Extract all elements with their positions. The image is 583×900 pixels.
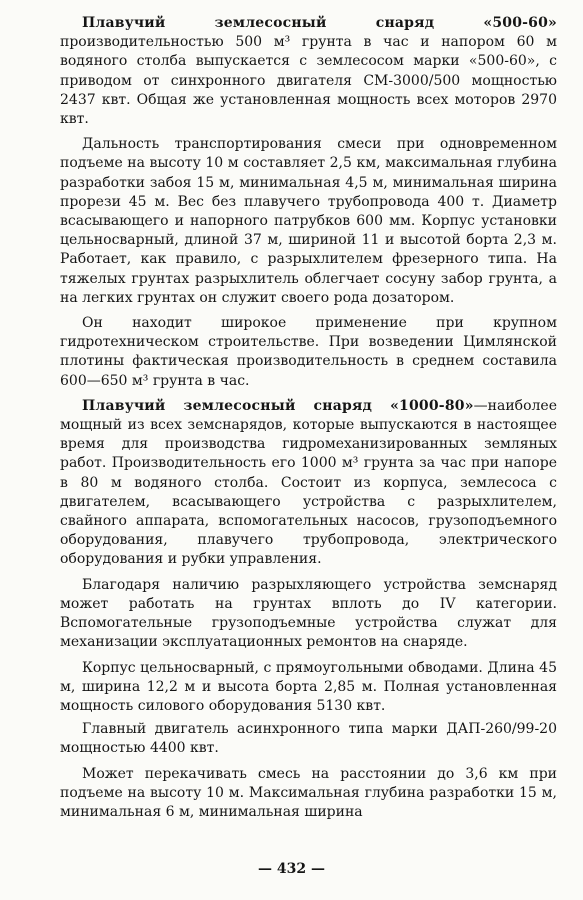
paragraph-dredger-500-60 [60, 14, 557, 129]
page-text-body [60, 14, 557, 826]
paragraph-main-engine [60, 720, 557, 758]
page-number: — 432 — [258, 861, 325, 877]
paragraph-body: Главный двигатель асинхронного типа марки ДАП-260/99-20 мощностью 4400 квт. [60, 721, 557, 757]
paragraph-body: производительностью 500 м³ грунта в час и напором 60 м водяного столба выпускается с землесосом марки «500-60», с приводом от синхронного двигателя СМ-3000/500 мощностью 2437 квт. Общая же установленная мощность всех моторов 2970 квт. [60, 34, 557, 128]
paragraph-lead-dredger-500-60: Плавучий землесосный снаряд «500-60» [82, 15, 557, 31]
paragraph-body: —наиболее мощный из всех земснарядов, которые выпускаются в настоящее время для производства гидромеханизированных земляных работ. Производительность его 1000 м³ грунта за час при напоре в 80 м водяного столба. Состоит из корпуса, землесоса с двигателем, всасывающего устройства с разрыхлителем, свайного аппарата, вспомогательных насосов, грузоподъемного оборудования, плавучего трубопровода, электрического оборудования и рубки управления. [60, 397, 557, 568]
paragraph-lead-dredger-1000-80: Плавучий землесосный снаряд «1000-80» [82, 397, 474, 414]
paragraph-pumping-distance [60, 765, 557, 823]
paragraph-body: Он находит широкое применение при крупном гидротехническом строительстве. При возведении Цимлянской плотины фактическая производительность в среднем составила 600—650 м³ грунта в час. [60, 315, 557, 389]
paragraph-dredger-1000-80 [60, 397, 557, 570]
paragraph-loosening-device [60, 576, 557, 653]
paragraph-hull [60, 659, 557, 717]
paragraph-body: Корпус цельносварный, с прямоугольными обводами. Длина 45 м, ширина 12,2 м и высота борта 2,85 м. Полная установленная мощность силового оборудования 5130 квт. [60, 659, 557, 714]
paragraph-transport-distance [60, 135, 557, 308]
paragraph-body: Может перекачивать смесь на расстоянии до 3,6 км при подъеме на высоту 10 м. Максимальная глубина разработки 15 м, минимальная 6 м, минимальная ширина [60, 765, 557, 820]
paragraph-body: Благодаря наличию разрыхляющего устройства земснаряд может работать на грунтах вплоть до IV категории. Вспомогательные грузоподъемные устройства служат для механизации эксплуатационных ремонтов на снаряде. [60, 576, 557, 651]
paragraph-body: Дальность транспортирования смеси при одновременном подъеме на высоту 10 м составляет 2,5 км, максимальная глубина разработки забоя 15 м, минимальная 4,5 м, минимальная ширина прорези 45 м. Вес без плавучего трубопровода 400 т. Диаметр всасывающего и напорного патрубков 600 мм. Корпус установки цельносварный, длиной 37 м, шириной 11 и высотой борта 2,3 м. Работает, как правило, с разрыхлителем фрезерного типа. На тяжелых грунтах разрыхлитель облегчает сосуну забор грунта, а на легких грунтах он служит своего рода дозатором. [60, 136, 557, 306]
paragraph-usage [60, 314, 557, 391]
